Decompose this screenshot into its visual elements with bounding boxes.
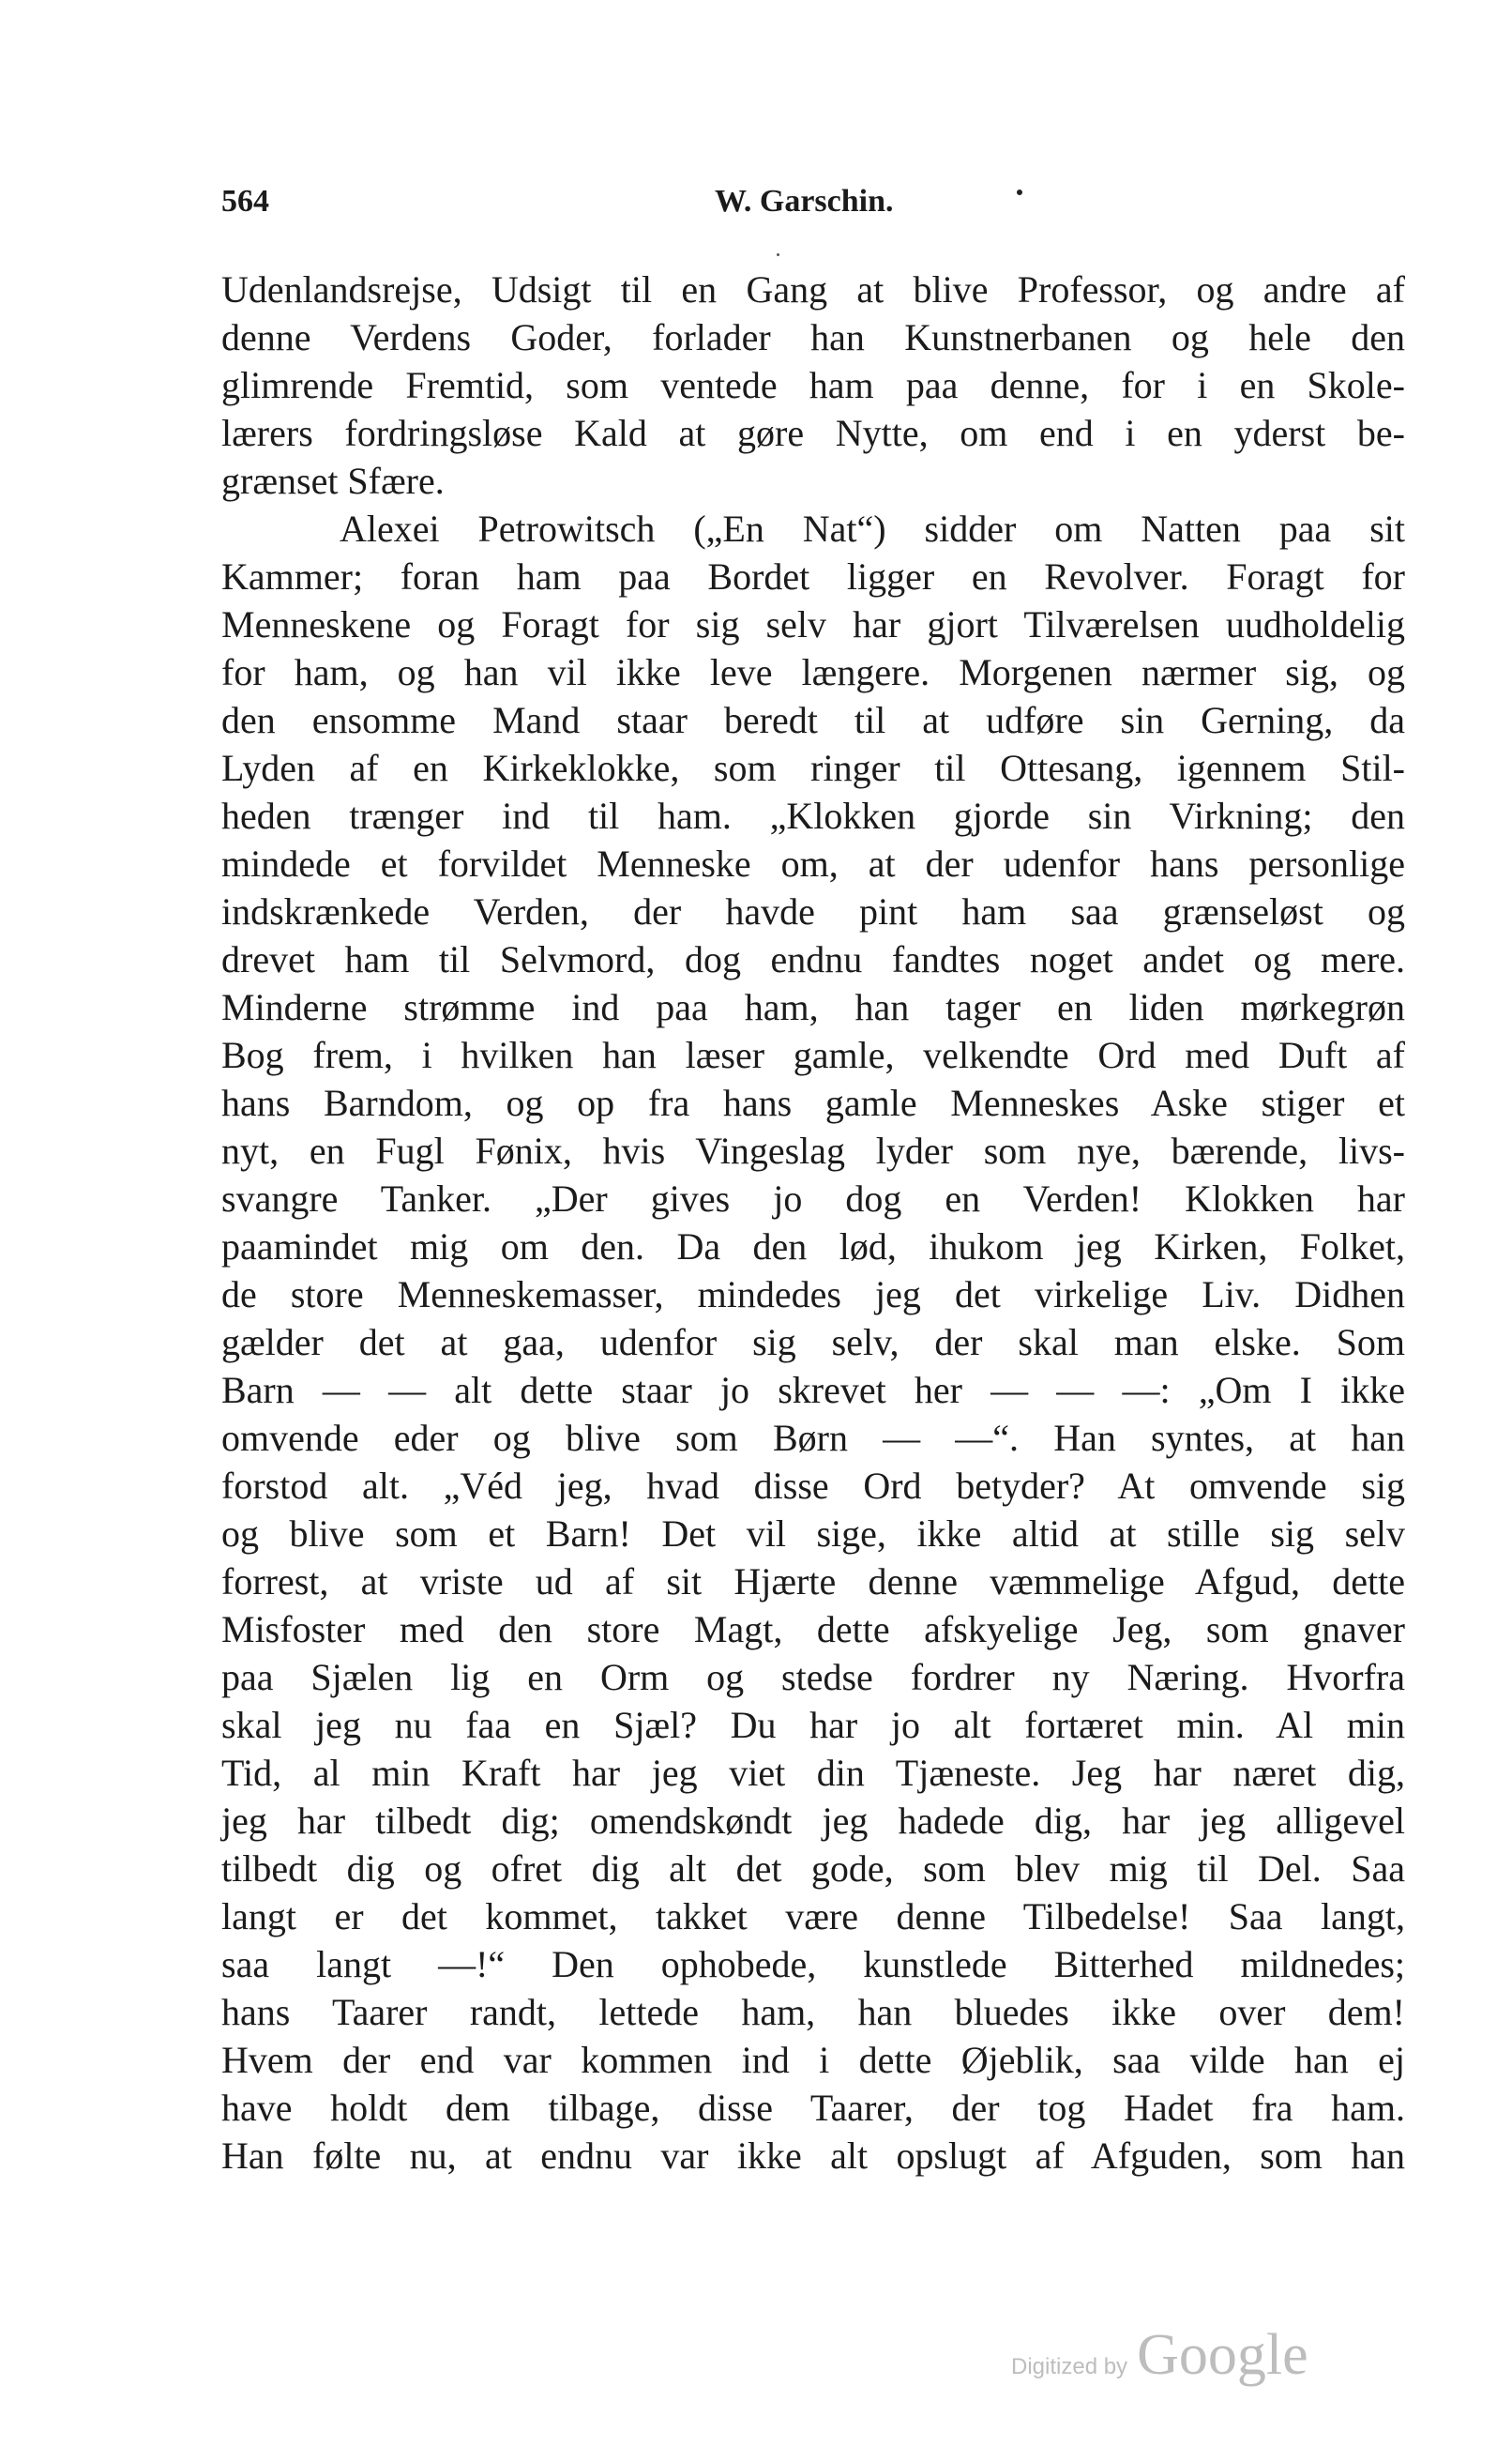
google-logo: Google	[1137, 2323, 1308, 2387]
text-line: paamindet mig om den. Da den lød, ihukom jeg Kirken, Folket,	[221, 1225, 1405, 1268]
running-head: W. Garschin.	[715, 184, 894, 219]
body-text	[221, 266, 1405, 2180]
page-header	[221, 184, 1405, 236]
text-line: jeg har tilbedt dig; omendskøndt jeg hadede dig, har jeg alligevel	[221, 1800, 1405, 1842]
text-line: forstod alt. „Véd jeg, hvad disse Ord betyder? At omvende sig	[221, 1465, 1405, 1507]
text-line: mindede et forvildet Menneske om, at der udenfor hans personlige	[221, 843, 1405, 885]
text-line: drevet ham til Selvmord, dog endnu fandtes noget andet og mere.	[221, 938, 1405, 980]
text-line: Han følte nu, at endnu var ikke alt opslugt af Afguden, som han	[221, 2134, 1405, 2177]
text-line: Lyden af en Kirkeklokke, som ringer til Ottesang, igennem Stil-	[221, 747, 1405, 789]
text-line: skal jeg nu faa en Sjæl? Du har jo alt fortæret min. Al min	[221, 1704, 1405, 1746]
page-number: 564	[221, 184, 269, 219]
text-line: Barn — — alt dette staar jo skrevet her — — —: „Om I ikke	[221, 1369, 1405, 1411]
text-line: svangre Tanker. „Der gives jo dog en Verden! Klokken har	[221, 1177, 1405, 1220]
text-line: Alexei Petrowitsch („En Nat“) sidder om Natten paa sit	[340, 508, 1405, 550]
text-line: Hvem der end var kommen ind i dette Øjeblik, saa vilde han ej	[221, 2039, 1405, 2081]
text-line: Udenlandsrejse, Udsigt til en Gang at blive Professor, og andre af	[221, 268, 1405, 311]
text-line: langt er det kommet, takket være denne Tilbedelse! Saa langt,	[221, 1895, 1405, 1937]
ink-speck	[777, 253, 779, 256]
text-line: denne Verdens Goder, forlader han Kunstnerbanen og hele den	[221, 316, 1405, 358]
text-line: Misfoster med den store Magt, dette afskyelige Jeg, som gnaver	[221, 1608, 1405, 1650]
text-line: saa langt —!“ Den ophobede, kunstlede Bitterhed mildnedes;	[221, 1943, 1405, 1985]
watermark-prefix: Digitized by	[1011, 2354, 1128, 2379]
text-line: grænset Sfære.	[221, 460, 445, 502]
ink-dot	[1017, 190, 1022, 195]
text-line: have holdt dem tilbage, disse Taarer, der tog Hadet fra ham.	[221, 2087, 1405, 2129]
text-line: nyt, en Fugl Fønix, hvis Vingeslag lyder som nye, bærende, livs-	[221, 1130, 1405, 1172]
text-line: tilbedt dig og ofret dig alt det gode, som blev mig til Del. Saa	[221, 1847, 1405, 1890]
text-line: for ham, og han vil ikke leve længere. Morgenen nærmer sig, og	[221, 651, 1405, 693]
digitized-by-google-watermark	[1011, 2322, 1308, 2389]
text-line: glimrende Fremtid, som ventede ham paa denne, for i en Skole-	[221, 364, 1405, 406]
text-line: hans Taarer randt, lettede ham, han bluedes ikke over dem!	[221, 1991, 1405, 2033]
text-line: Menneskene og Foragt for sig selv har gjort Tilværelsen uudholdelig	[221, 603, 1405, 646]
text-line: lærers fordringsløse Kald at gøre Nytte, om end i en yderst be-	[221, 412, 1405, 454]
text-line: de store Menneskemasser, mindedes jeg det virkelige Liv. Didhen	[221, 1273, 1405, 1315]
text-line: Kammer; foran ham paa Bordet ligger en Revolver. Foragt for	[221, 555, 1405, 598]
text-line: heden trænger ind til ham. „Klokken gjorde sin Virkning; den	[221, 795, 1405, 837]
text-line: paa Sjælen lig en Orm og stedse fordrer ny Næring. Hvorfra	[221, 1656, 1405, 1698]
text-line: omvende eder og blive som Børn — —“. Han syntes, at han	[221, 1417, 1405, 1459]
text-line: Tid, al min Kraft har jeg viet din Tjæneste. Jeg har næret dig,	[221, 1752, 1405, 1794]
text-line: Minderne strømme ind paa ham, han tager en liden mørkegrøn	[221, 986, 1405, 1028]
text-line: forrest, at vriste ud af sit Hjærte denne væmmelige Afgud, dette	[221, 1560, 1405, 1603]
text-line: den ensomme Mand staar beredt til at udføre sin Gerning, da	[221, 699, 1405, 741]
text-line: Bog frem, i hvilken han læser gamle, velkendte Ord med Duft af	[221, 1034, 1405, 1076]
text-line: og blive som et Barn! Det vil sige, ikke altid at stille sig selv	[221, 1512, 1405, 1555]
text-line: gælder det at gaa, udenfor sig selv, der skal man elske. Som	[221, 1321, 1405, 1363]
text-line: hans Barndom, og op fra hans gamle Menneskes Aske stiger et	[221, 1082, 1405, 1124]
text-line: indskrænkede Verden, der havde pint ham saa grænseløst og	[221, 890, 1405, 933]
